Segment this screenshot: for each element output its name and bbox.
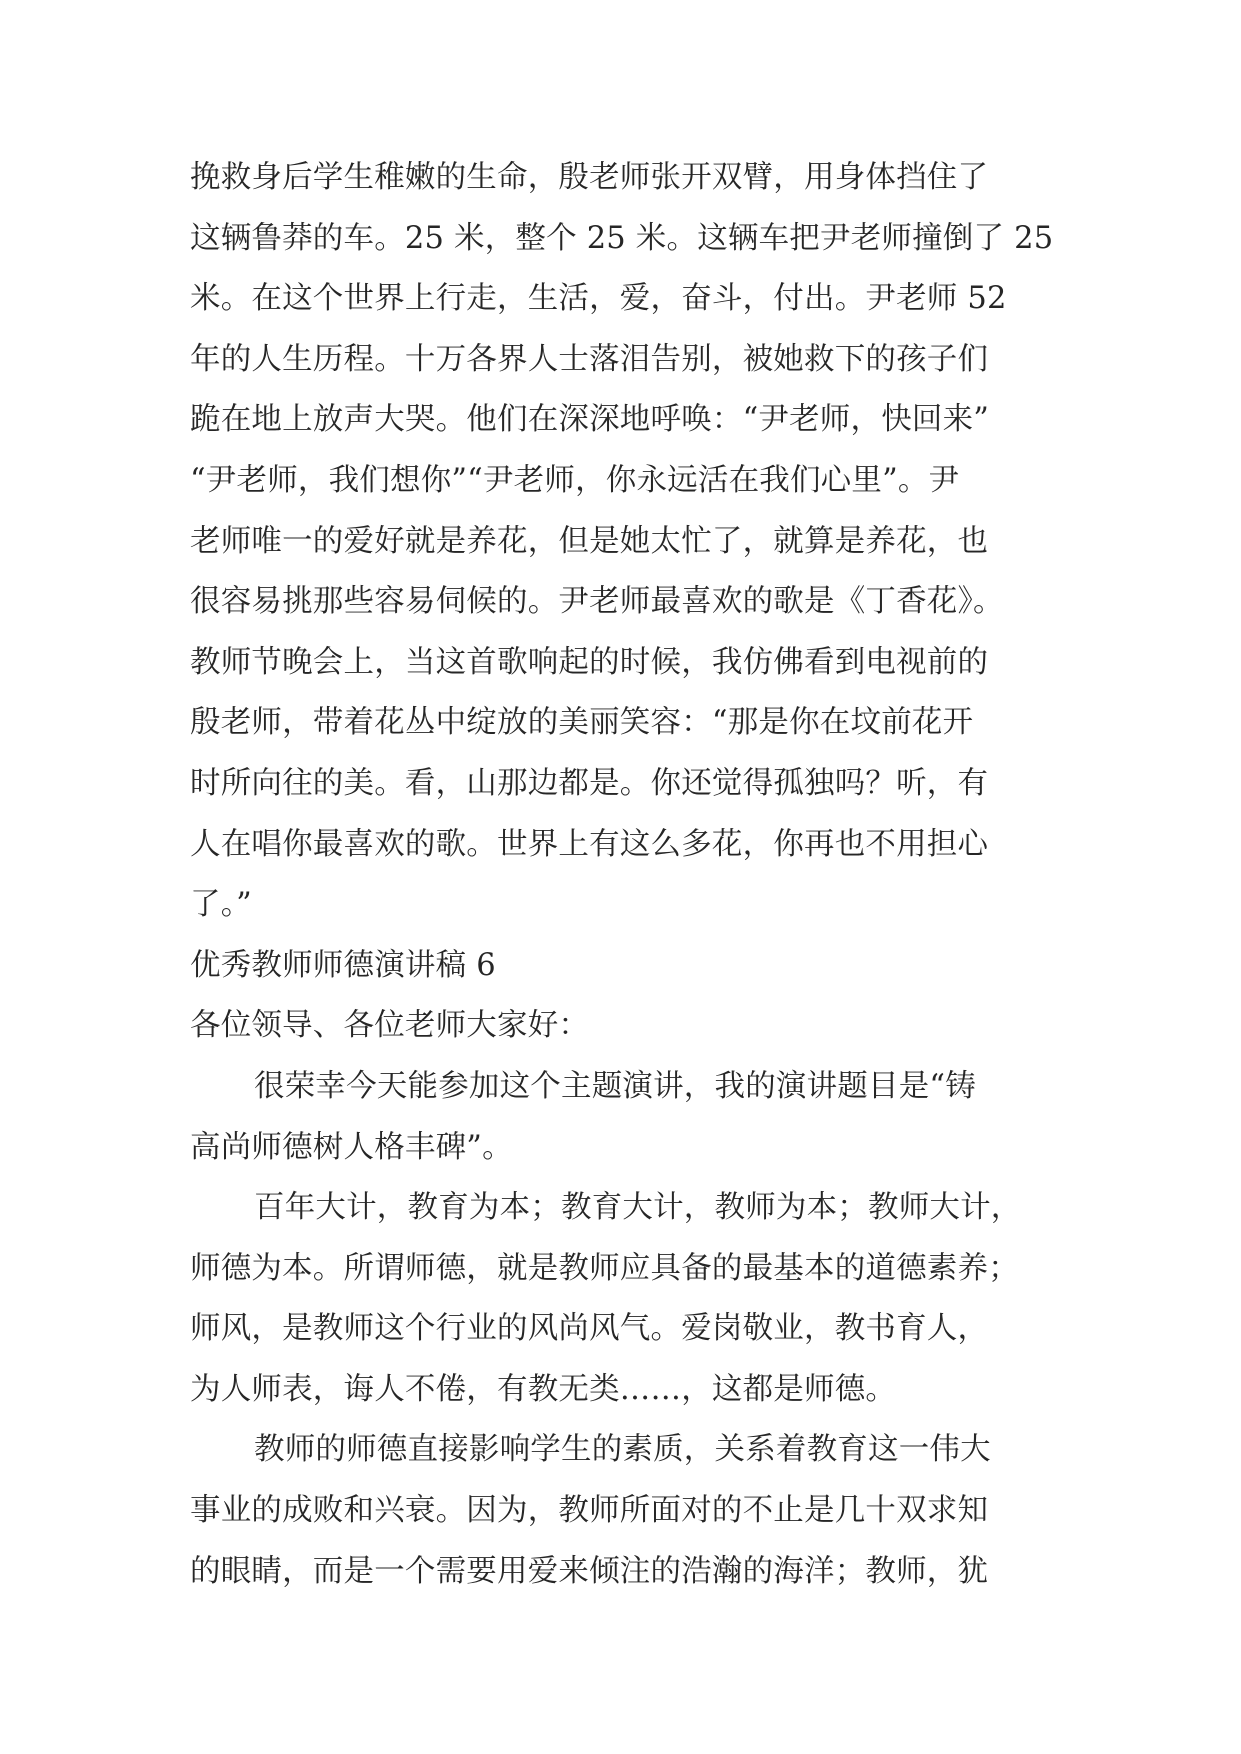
text-line: 各位领导、各位老师大家好：: [190, 1008, 590, 1044]
text-line: 师风，是教师这个行业的风尚风气。爱岗敬业，教书育人，: [190, 1311, 989, 1347]
text-line: 时所向往的美。看，山那边都是。你还觉得孤独吗？听，有: [190, 765, 989, 801]
text-line: 事业的成败和兴衰。因为，教师所面对的不止是几十双求知: [190, 1493, 989, 1529]
document-body: [190, 148, 1070, 1602]
text-line: 很荣幸今天能参加这个主题演讲，我的演讲题目是“铸: [254, 1068, 976, 1104]
text-line: 人在唱你最喜欢的歌。世界上有这么多花，你再也不用担心: [190, 826, 989, 862]
text-line: 挽救身后学生稚嫩的生命，殷老师张开双臂，用身体挡住了: [190, 160, 989, 195]
text-line: 这辆鲁莽的车。25 米，整个 25 米。这辆车把尹老师撞倒了 25: [190, 220, 1054, 256]
text-line: 师德为本。所谓师德，就是教师应具备的最基本的道德素养；: [190, 1250, 1019, 1286]
text-line: 百年大计，教育为本；教育大计，教师为本；教师大计，: [254, 1190, 1022, 1226]
text-line: 老师唯一的爱好就是养花，但是她太忙了，就算是养花，也: [190, 523, 989, 559]
text-line: 了。”: [190, 887, 252, 923]
text-line: 教师节晚会上，当这首歌响起的时候，我仿佛看到电视前的: [190, 644, 989, 680]
text-line: 跪在地上放声大哭。他们在深深地呼唤：“尹老师，快回来”: [190, 402, 990, 438]
text-line: 优秀教师师德演讲稿 6: [190, 947, 496, 983]
text-line: 年的人生历程。十万各界人士落泪告别，被她救下的孩子们: [190, 341, 989, 377]
text-line: 为人师表，诲人不倦，有教无类……，这都是师德。: [190, 1371, 897, 1407]
text-line: 很容易挑那些容易伺候的。尹老师最喜欢的歌是《丁香花》。: [190, 584, 1004, 620]
text-line: 殷老师，带着花丛中绽放的美丽笑容：“那是你在坟前花开: [190, 705, 974, 741]
text-line: 高尚师德树人格丰碑”。: [190, 1129, 513, 1165]
text-line: “尹老师，我们想你”“尹老师，你永远活在我们心里”。尹: [190, 462, 960, 498]
text-line: 米。在这个世界上行走，生活，爱，奋斗，付出。尹老师 52: [190, 281, 1007, 317]
text-line: 教师的师德直接影响学生的素质，关系着教育这一伟大: [254, 1432, 991, 1468]
text-line: 的眼睛，而是一个需要用爱来倾注的浩瀚的海洋；教师，犹: [190, 1553, 989, 1589]
